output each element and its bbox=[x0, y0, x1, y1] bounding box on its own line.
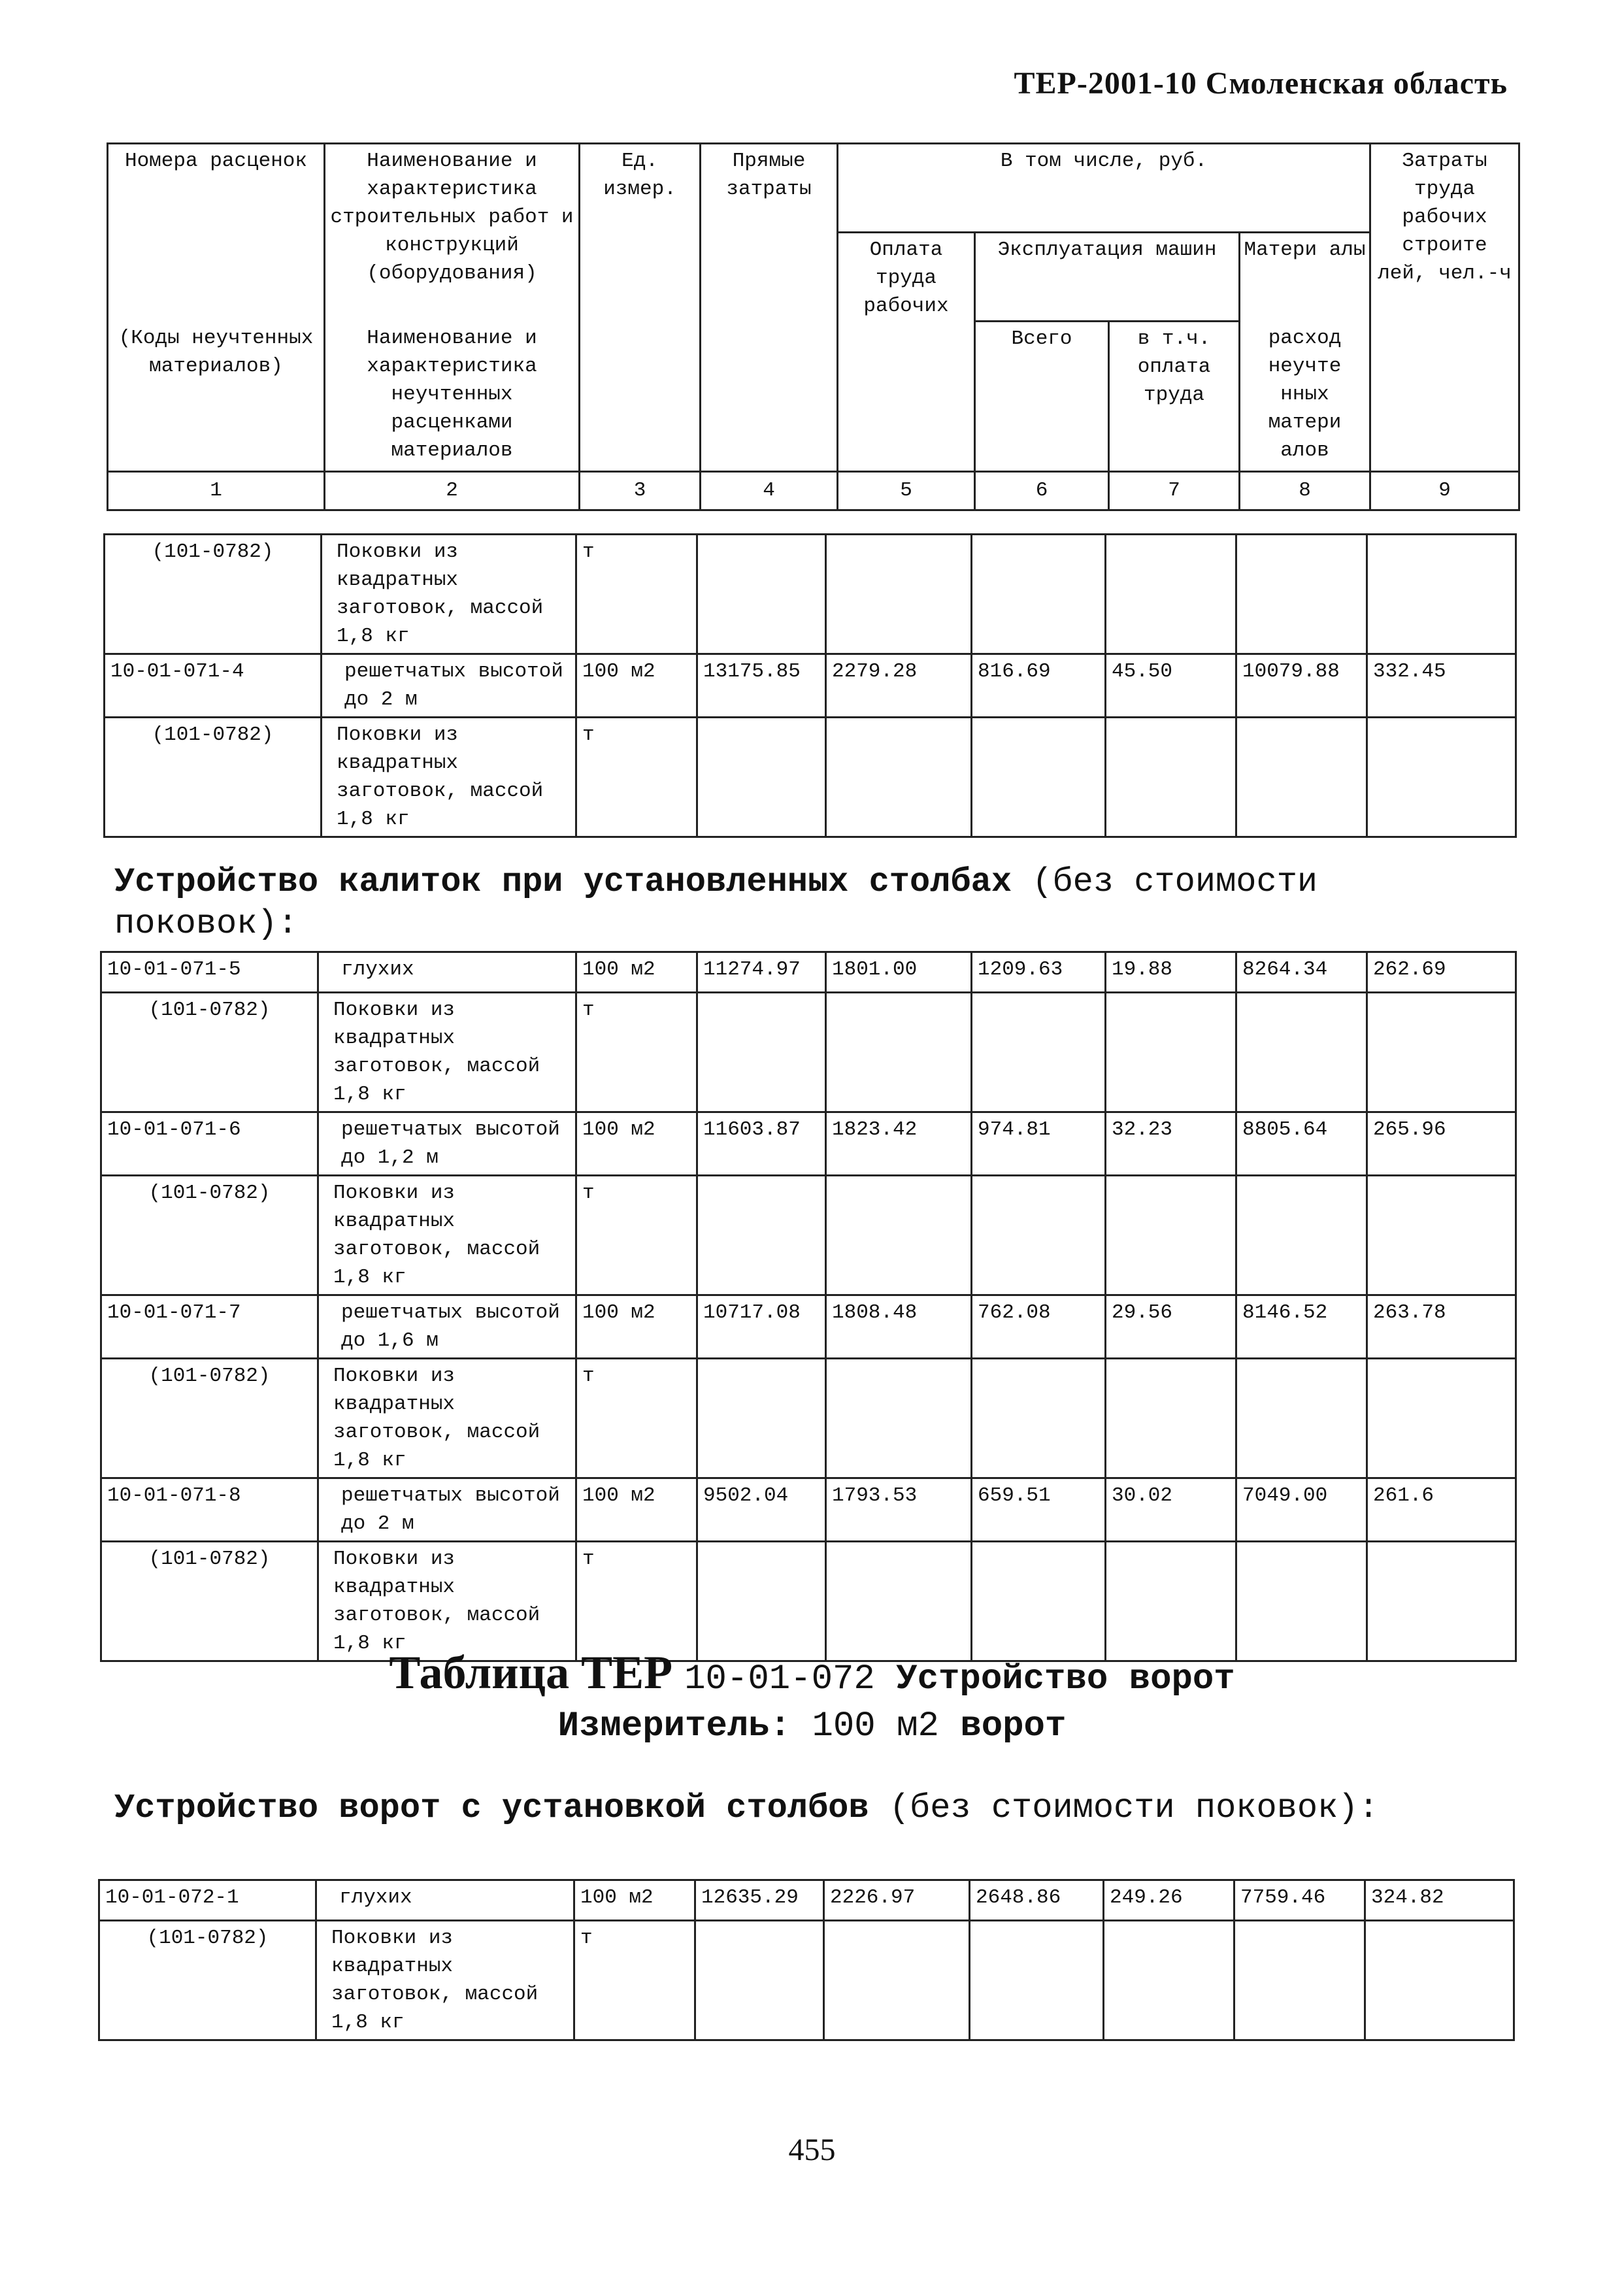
materials bbox=[1236, 993, 1367, 1112]
unit: 100 м2 bbox=[576, 952, 697, 993]
materials: 8146.52 bbox=[1236, 1295, 1367, 1359]
table-row bbox=[101, 1478, 1516, 1542]
work-name: решетчатых высотой до 2 м bbox=[318, 1478, 576, 1542]
rates-table-072 bbox=[98, 1879, 1515, 2041]
machines-wages: 30.02 bbox=[1106, 1478, 1236, 1542]
machines-total bbox=[972, 1542, 1106, 1661]
direct-costs bbox=[697, 1359, 826, 1478]
section-title-note: (без стоимости поковок): bbox=[114, 863, 1318, 943]
header-worker-wages: Оплата труда рабочих bbox=[838, 233, 975, 472]
measure-value: 100 м2 bbox=[812, 1706, 939, 1746]
labor-costs: 332.45 bbox=[1367, 654, 1516, 718]
direct-costs: 10717.08 bbox=[697, 1295, 826, 1359]
materials bbox=[1235, 1921, 1365, 2040]
materials: 7759.46 bbox=[1235, 1880, 1365, 1921]
machines-total bbox=[972, 993, 1106, 1112]
material-name: Поковки из квадратных заготовок, массой 1,8 кг bbox=[318, 1359, 576, 1478]
column-number: 2 bbox=[325, 471, 580, 510]
worker-wages bbox=[826, 718, 972, 837]
worker-wages: 2279.28 bbox=[826, 654, 972, 718]
labor-costs bbox=[1367, 1359, 1516, 1478]
header-work-name: Наименование и характеристика строительных работ и конструкций (оборудования) bbox=[325, 144, 580, 322]
running-header: ТЕР-2001-10 Смоленская область bbox=[1014, 66, 1508, 101]
unit: т bbox=[576, 993, 697, 1112]
direct-costs bbox=[697, 1176, 826, 1295]
machines-total: 974.81 bbox=[972, 1112, 1106, 1176]
worker-wages bbox=[826, 1359, 972, 1478]
table-row bbox=[101, 952, 1516, 993]
header-material-codes: (Коды неучтенных материалов) bbox=[108, 322, 325, 472]
header-material-names: Наименование и характеристика неучтенных расценками материалов bbox=[325, 322, 580, 472]
material-code: (101-0782) bbox=[101, 1176, 318, 1295]
page-number: 455 bbox=[788, 2133, 836, 2167]
worker-wages bbox=[826, 1542, 972, 1661]
materials bbox=[1236, 718, 1367, 837]
worker-wages: 1793.53 bbox=[826, 1478, 972, 1542]
machines-total bbox=[972, 1359, 1106, 1478]
material-code: (101-0782) bbox=[105, 535, 322, 654]
material-code: (101-0782) bbox=[101, 1542, 318, 1661]
machines-wages bbox=[1106, 1176, 1236, 1295]
materials: 8264.34 bbox=[1236, 952, 1367, 993]
column-header-table bbox=[107, 142, 1520, 511]
unit: 100 м2 bbox=[576, 654, 697, 718]
labor-costs: 262.69 bbox=[1367, 952, 1516, 993]
worker-wages: 1808.48 bbox=[826, 1295, 972, 1359]
machines-wages: 19.88 bbox=[1106, 952, 1236, 993]
machines-wages: 45.50 bbox=[1106, 654, 1236, 718]
rate-code: 10-01-071-7 bbox=[101, 1295, 318, 1359]
table-row bbox=[101, 1359, 1516, 1478]
unit: 100 м2 bbox=[576, 1112, 697, 1176]
measure-unit: ворот bbox=[938, 1706, 1067, 1746]
table-row bbox=[99, 1921, 1514, 2040]
labor-costs bbox=[1367, 993, 1516, 1112]
rate-code: 10-01-072-1 bbox=[99, 1880, 316, 1921]
machines-wages bbox=[1106, 1359, 1236, 1478]
rates-table-071-part1 bbox=[103, 533, 1517, 838]
labor-costs: 324.82 bbox=[1365, 1880, 1514, 1921]
work-name: решетчатых высотой до 2 м bbox=[322, 654, 576, 718]
rate-code: 10-01-071-4 bbox=[105, 654, 322, 718]
table-row bbox=[105, 535, 1516, 654]
section-title-gates-with-posts bbox=[114, 1787, 1526, 1829]
column-number: 8 bbox=[1240, 471, 1370, 510]
section-title-bold: Устройство калиток при установленных столбах bbox=[114, 863, 1012, 901]
table-measure bbox=[0, 1703, 1624, 1746]
material-name: Поковки из квадратных заготовок, массой 1,8 кг bbox=[318, 1176, 576, 1295]
labor-costs bbox=[1367, 535, 1516, 654]
material-name: Поковки из квадратных заготовок, массой 1,8 кг bbox=[316, 1921, 574, 2040]
column-number: 3 bbox=[580, 471, 701, 510]
materials: 8805.64 bbox=[1236, 1112, 1367, 1176]
rate-code: 10-01-071-6 bbox=[101, 1112, 318, 1176]
direct-costs: 11274.97 bbox=[697, 952, 826, 993]
rate-code: 10-01-071-8 bbox=[101, 1478, 318, 1542]
worker-wages bbox=[826, 993, 972, 1112]
column-number: 5 bbox=[838, 471, 975, 510]
material-code: (101-0782) bbox=[101, 1359, 318, 1478]
machines-total bbox=[970, 1921, 1104, 2040]
unit: 100 м2 bbox=[576, 1295, 697, 1359]
direct-costs bbox=[697, 993, 826, 1112]
table-row bbox=[101, 1112, 1516, 1176]
direct-costs bbox=[697, 1542, 826, 1661]
machines-wages bbox=[1106, 535, 1236, 654]
table-row bbox=[105, 654, 1516, 718]
labor-costs bbox=[1365, 1921, 1514, 2040]
section-title-gates bbox=[114, 861, 1519, 945]
worker-wages bbox=[826, 535, 972, 654]
rate-code: 10-01-071-5 bbox=[101, 952, 318, 993]
worker-wages: 1823.42 bbox=[826, 1112, 972, 1176]
worker-wages bbox=[826, 1176, 972, 1295]
section-title-note: (без стоимости поковок): bbox=[869, 1789, 1379, 1827]
section-title-bold: Устройство ворот с установкой столбов bbox=[114, 1789, 869, 1827]
header-rate-numbers: Номера расценок bbox=[108, 144, 325, 322]
machines-wages: 32.23 bbox=[1106, 1112, 1236, 1176]
work-name: решетчатых высотой до 1,2 м bbox=[318, 1112, 576, 1176]
labor-costs: 265.96 bbox=[1367, 1112, 1516, 1176]
table-row bbox=[99, 1880, 1514, 1921]
column-number: 6 bbox=[975, 471, 1109, 510]
machines-wages: 249.26 bbox=[1104, 1880, 1235, 1921]
materials bbox=[1236, 1542, 1367, 1661]
materials: 10079.88 bbox=[1236, 654, 1367, 718]
table-caption-prefix: Таблица ТЕР bbox=[389, 1646, 685, 1699]
machines-total: 2648.86 bbox=[970, 1880, 1104, 1921]
unit: т bbox=[574, 1921, 695, 2040]
machines-total: 1209.63 bbox=[972, 952, 1106, 993]
unit: 100 м2 bbox=[574, 1880, 695, 1921]
direct-costs: 11603.87 bbox=[697, 1112, 826, 1176]
labor-costs bbox=[1367, 1176, 1516, 1295]
table-row bbox=[101, 1176, 1516, 1295]
direct-costs bbox=[697, 535, 826, 654]
machines-total: 816.69 bbox=[972, 654, 1106, 718]
material-name: Поковки из квадратных заготовок, массой 1,8 кг bbox=[322, 718, 576, 837]
measure-label: Измеритель: bbox=[557, 1706, 812, 1746]
labor-costs: 263.78 bbox=[1367, 1295, 1516, 1359]
unit: т bbox=[576, 1542, 697, 1661]
table-row bbox=[105, 718, 1516, 837]
machines-total bbox=[972, 535, 1106, 654]
materials bbox=[1236, 1359, 1367, 1478]
header-machine-operation: Эксплуатация машин bbox=[975, 233, 1240, 322]
unit: 100 м2 bbox=[576, 1478, 697, 1542]
materials bbox=[1236, 1176, 1367, 1295]
machines-wages bbox=[1106, 718, 1236, 837]
header-machines-total: Всего bbox=[975, 322, 1109, 472]
machines-wages bbox=[1106, 993, 1236, 1112]
machines-total bbox=[972, 718, 1106, 837]
work-name: глухих bbox=[316, 1880, 574, 1921]
header-machines-wages: в т.ч. оплата труда bbox=[1109, 322, 1240, 472]
labor-costs: 261.6 bbox=[1367, 1478, 1516, 1542]
material-code: (101-0782) bbox=[99, 1921, 316, 2040]
machines-total: 659.51 bbox=[972, 1478, 1106, 1542]
unit: т bbox=[576, 1176, 697, 1295]
table-row bbox=[101, 993, 1516, 1112]
materials: 7049.00 bbox=[1236, 1478, 1367, 1542]
machines-wages bbox=[1104, 1921, 1235, 2040]
column-number: 4 bbox=[701, 471, 838, 510]
header-unaccounted-materials: расход неучте нных матери алов bbox=[1240, 322, 1370, 472]
table-caption-code: 10-01-072 bbox=[684, 1659, 875, 1699]
rates-table-071-part2 bbox=[100, 951, 1517, 1662]
column-number: 7 bbox=[1109, 471, 1240, 510]
direct-costs bbox=[697, 718, 826, 837]
table-row bbox=[101, 1295, 1516, 1359]
machines-wages bbox=[1106, 1542, 1236, 1661]
table-row bbox=[101, 1542, 1516, 1661]
materials bbox=[1236, 535, 1367, 654]
direct-costs: 9502.04 bbox=[697, 1478, 826, 1542]
column-number: 9 bbox=[1370, 471, 1519, 510]
material-name: Поковки из квадратных заготовок, массой 1,8 кг bbox=[318, 1542, 576, 1661]
labor-costs bbox=[1367, 718, 1516, 837]
header-materials: Матери алы bbox=[1240, 233, 1370, 322]
work-name: решетчатых высотой до 1,6 м bbox=[318, 1295, 576, 1359]
material-code: (101-0782) bbox=[101, 993, 318, 1112]
table-caption-title: Устройство ворот bbox=[874, 1659, 1235, 1699]
direct-costs: 13175.85 bbox=[697, 654, 826, 718]
machines-total bbox=[972, 1176, 1106, 1295]
machines-total: 762.08 bbox=[972, 1295, 1106, 1359]
column-number: 1 bbox=[108, 471, 325, 510]
header-unit: Ед. измер. bbox=[580, 144, 701, 472]
worker-wages bbox=[824, 1921, 970, 2040]
material-name: Поковки из квадратных заготовок, массой 1,8 кг bbox=[322, 535, 576, 654]
table-caption bbox=[0, 1646, 1624, 1700]
unit: т bbox=[576, 1359, 697, 1478]
direct-costs bbox=[695, 1921, 824, 2040]
direct-costs: 12635.29 bbox=[695, 1880, 824, 1921]
header-direct-costs: Прямые затраты bbox=[701, 144, 838, 472]
worker-wages: 2226.97 bbox=[824, 1880, 970, 1921]
header-labor-costs: Затраты труда рабочих строите лей, чел.-ч bbox=[1370, 144, 1519, 472]
labor-costs bbox=[1367, 1542, 1516, 1661]
unit: т bbox=[576, 718, 697, 837]
machines-wages: 29.56 bbox=[1106, 1295, 1236, 1359]
unit: т bbox=[576, 535, 697, 654]
header-including-rub: В том числе, руб. bbox=[838, 144, 1370, 233]
worker-wages: 1801.00 bbox=[826, 952, 972, 993]
material-name: Поковки из квадратных заготовок, массой 1,8 кг bbox=[318, 993, 576, 1112]
work-name: глухих bbox=[318, 952, 576, 993]
material-code: (101-0782) bbox=[105, 718, 322, 837]
